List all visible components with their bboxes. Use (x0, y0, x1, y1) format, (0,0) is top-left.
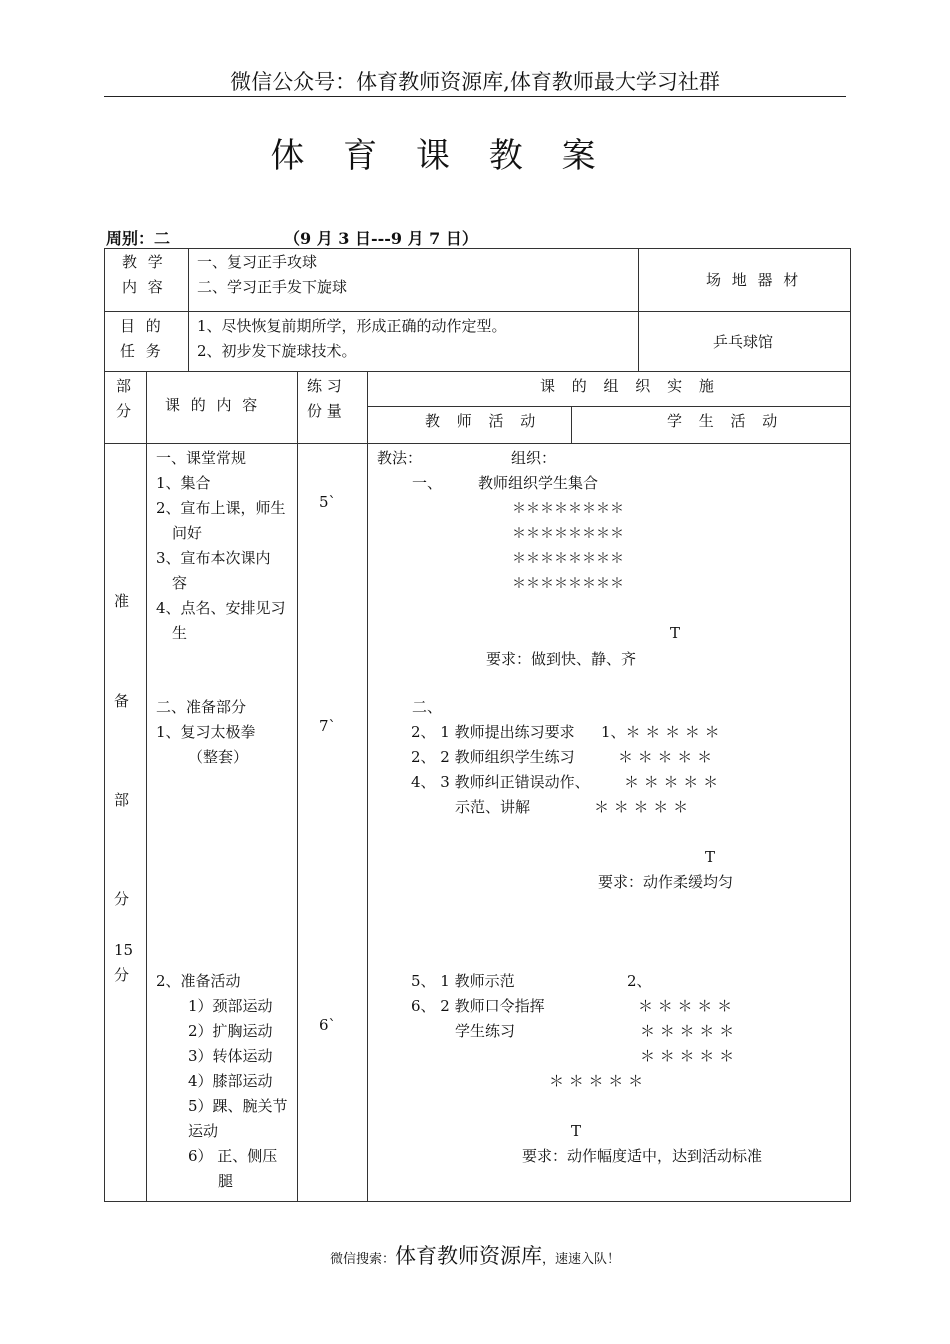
teacher-mark: T (571, 1122, 582, 1140)
content-line: 5）踝、腕关节 (188, 1097, 288, 1115)
requirement: 要求：动作幅度适中，达到活动标准 (522, 1147, 763, 1165)
formation-row: ＊＊＊＊＊＊＊＊ (512, 551, 624, 567)
col-teacher: 教 师 活 动 (425, 412, 542, 430)
formation-row: ＊ ＊ ＊ ＊ ＊ (640, 1047, 735, 1065)
amount-value: 6` (319, 1016, 337, 1034)
org-line: 2、 1 教师提出练习要求 (411, 723, 575, 741)
part-char: 备 (114, 692, 130, 710)
org-line: 2、 2 教师组织学生练习 (411, 748, 575, 766)
formation-row: ＊ ＊ ＊ ＊ ＊ (618, 748, 713, 766)
part-time: 分 (114, 966, 130, 984)
content-line: 问好 (172, 524, 203, 542)
content-item: 一、复习正手攻球 (197, 253, 318, 271)
col-part-1: 部 (116, 377, 132, 395)
content-line: 2、准备活动 (156, 972, 241, 990)
week-dates: （9 月 3 日---9 月 7 日） (284, 229, 478, 248)
venue-value: 乒乓球馆 (713, 333, 774, 351)
org-line: 5、 1 教师示范 (411, 972, 515, 990)
venue-label: 场 地 器 材 (706, 271, 802, 289)
content-line: 4、点名、安排见习 (156, 599, 286, 617)
org-organize: 组织： (511, 449, 557, 467)
col-org: 课 的 组 织 实 施 (540, 377, 720, 395)
requirement: 要求：做到快、静、齐 (486, 650, 637, 668)
col-part-2: 分 (116, 402, 132, 420)
formation-row: ＊ ＊ ＊ ＊ ＊ (640, 1022, 735, 1040)
col-amount-2: 份 量 (307, 402, 342, 420)
content-line: 二、准备部分 (156, 698, 247, 716)
formation-row: ＊＊＊＊＊＊＊＊ (512, 526, 624, 542)
part-char: 准 (114, 592, 130, 610)
content-line: 1、复习太极拳 (156, 723, 256, 741)
content-line: 1）颈部运动 (188, 997, 273, 1015)
org-step-num: 一、 (412, 474, 443, 492)
content-line: 3）转体运动 (188, 1047, 273, 1065)
formation-row: ＊ ＊ ＊ ＊ ＊ (594, 798, 689, 816)
formation-label: 2、 (627, 972, 652, 990)
formation-row: 1、＊ ＊ ＊ ＊ ＊ (601, 723, 720, 741)
content-line: 1、集合 (156, 474, 211, 492)
org-line: 4、 3 教师纠正错误动作、 (411, 773, 590, 791)
formation-row: ＊＊＊＊＊＊＊＊ (512, 501, 624, 517)
header-banner: 微信公众号：体育教师资源库,体育教师最大学习社群 (230, 70, 720, 94)
content-line: 2）扩胸运动 (188, 1022, 273, 1040)
org-step-text: 教师组织学生集合 (478, 474, 599, 492)
footer-suffix: ，速速入队！ (542, 1252, 621, 1267)
week-label: 周别：二 (106, 229, 171, 248)
col-student: 学 生 活 动 (667, 412, 784, 430)
amount-value: 7` (319, 717, 337, 735)
content-line: 生 (172, 624, 188, 642)
col-content: 课 的 内 容 (165, 396, 261, 414)
part-time: 15 (114, 941, 134, 959)
content-label-1: 教 学 (122, 253, 166, 271)
teacher-mark: T (670, 624, 681, 642)
content-line: （整套） (188, 748, 249, 766)
goal-label-2: 任 务 (120, 342, 164, 360)
footer-brand: 体育教师资源库 (395, 1244, 542, 1268)
formation-row: ＊ ＊ ＊ ＊ ＊ (624, 773, 719, 791)
content-line: 4）膝部运动 (188, 1072, 273, 1090)
footer-prefix: 微信搜索： (329, 1252, 395, 1267)
header-rule (104, 96, 846, 97)
org-method: 教法： (377, 449, 423, 467)
content-line: 2、宣布上课，师生 (156, 499, 286, 517)
content-line: 6） 正、侧压 (188, 1147, 278, 1165)
content-item: 二、学习正手发下旋球 (197, 278, 348, 296)
part-char: 部 (114, 791, 130, 809)
col-amount-1: 练 习 (307, 377, 342, 395)
formation-row: ＊ ＊ ＊ ＊ ＊ (638, 997, 733, 1015)
org-line: 示范、讲解 (455, 798, 531, 816)
formation-row: ＊＊＊＊＊＊＊＊ (512, 576, 624, 592)
footer (0, 1240, 950, 1270)
content-line: 容 (172, 574, 188, 592)
page-title: 体 育 课 教 案 (270, 136, 610, 176)
part-char: 分 (114, 890, 130, 908)
org-step-num: 二、 (412, 698, 443, 716)
teacher-mark: T (705, 848, 716, 866)
goal-item: 2、初步发下旋球技术。 (197, 342, 357, 360)
content-line: 腿 (218, 1172, 234, 1190)
goal-item: 1、尽快恢复前期所学，形成正确的动作定型。 (197, 317, 507, 335)
content-line: 一、课堂常规 (156, 449, 247, 467)
goal-label-1: 目 的 (120, 317, 164, 335)
content-line: 运动 (188, 1122, 219, 1140)
content-line: 3、宣布本次课内 (156, 549, 271, 567)
requirement: 要求：动作柔缓均匀 (598, 873, 734, 891)
org-line: 6、 2 教师口令指挥 (411, 997, 545, 1015)
content-label-2: 内 容 (122, 278, 166, 296)
amount-value: 5` (319, 493, 337, 511)
formation-row: ＊ ＊ ＊ ＊ ＊ (549, 1072, 644, 1090)
org-line: 学生练习 (455, 1022, 516, 1040)
